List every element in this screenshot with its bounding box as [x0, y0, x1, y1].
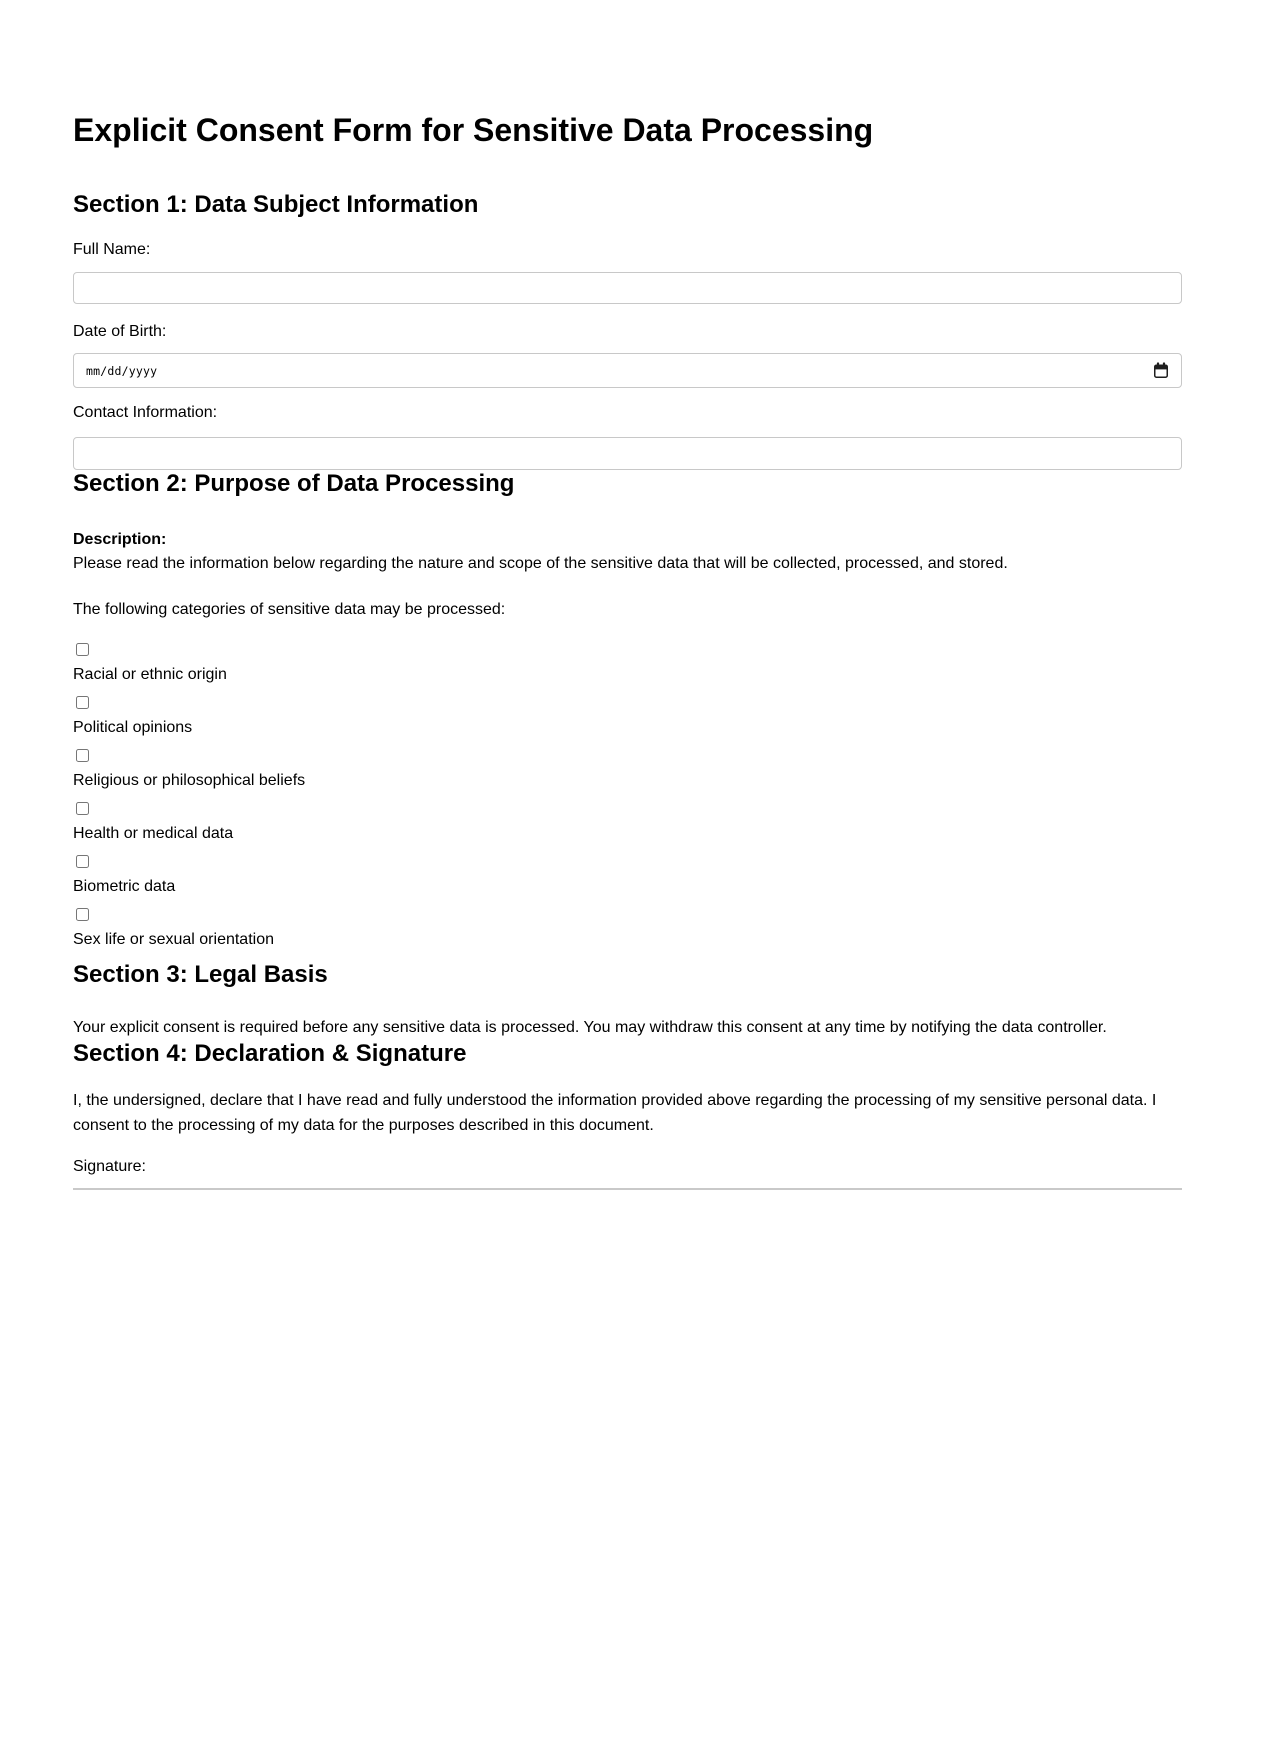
section4-heading: Section 4: Declaration & Signature [73, 1040, 467, 1067]
political-opinions-checkbox[interactable] [76, 696, 89, 709]
contact-info-input[interactable] [73, 437, 1182, 470]
section3-heading: Section 3: Legal Basis [73, 961, 328, 988]
religious-beliefs-checkbox[interactable] [76, 749, 89, 762]
checkbox-item-sex-life [73, 908, 1182, 950]
signature-field[interactable] [73, 1188, 1182, 1190]
date-of-birth-label: Date of Birth: [73, 323, 167, 340]
signature-label: Signature: [73, 1158, 146, 1175]
contact-info-label: Contact Information: [73, 404, 218, 421]
racial-origin-checkbox[interactable] [76, 643, 89, 656]
sensitive-data-checkbox-group [73, 643, 1182, 950]
checkbox-label: Biometric data [73, 878, 176, 895]
checkbox-label: Sex life or sexual orientation [73, 931, 274, 948]
biometric-data-checkbox[interactable] [76, 855, 89, 868]
declaration-text: I, the undersigned, declare that I have read and fully understood the information provided above regarding the processing of my sensitive personal data. I consent to the processing of my data for the purposes described in this document. [73, 1092, 1157, 1134]
checkbox-label: Religious or philosophical beliefs [73, 772, 306, 789]
section2-heading: Section 2: Purpose of Data Processing [73, 470, 515, 497]
checkbox-item-religious-beliefs [73, 749, 1182, 791]
date-placeholder-text[interactable]: mm/dd/yyyy [86, 363, 158, 378]
full-name-input[interactable] [73, 272, 1182, 304]
checkbox-item-health-data [73, 802, 1182, 844]
checkbox-item-political-opinions [73, 696, 1182, 738]
page-title: Explicit Consent Form for Sensitive Data Processing [73, 112, 874, 148]
date-of-birth-input[interactable] [73, 353, 1182, 388]
calendar-icon[interactable] [1153, 362, 1169, 379]
checkbox-item-racial-origin [73, 643, 1182, 685]
checkbox-label: Health or medical data [73, 825, 234, 842]
description-paragraph [73, 528, 1182, 576]
checkbox-label: Political opinions [73, 719, 193, 736]
checkbox-item-biometric-data [73, 855, 1182, 897]
checkbox-label: Racial or ethnic origin [73, 666, 227, 683]
legal-basis-text: Your explicit consent is required before any sensitive data is processed. You may withdraw this consent at any time by notifying the data controller. [73, 1019, 1107, 1036]
health-data-checkbox[interactable] [76, 802, 89, 815]
categories-intro: The following categories of sensitive data may be processed: [73, 601, 506, 618]
description-label: Description: [73, 531, 167, 548]
description-text: Please read the information below regarding the nature and scope of the sensitive data that will be collected, processed, and stored. [73, 555, 1008, 572]
sex-life-checkbox[interactable] [76, 908, 89, 921]
full-name-label: Full Name: [73, 241, 151, 258]
section1-heading: Section 1: Data Subject Information [73, 191, 479, 218]
